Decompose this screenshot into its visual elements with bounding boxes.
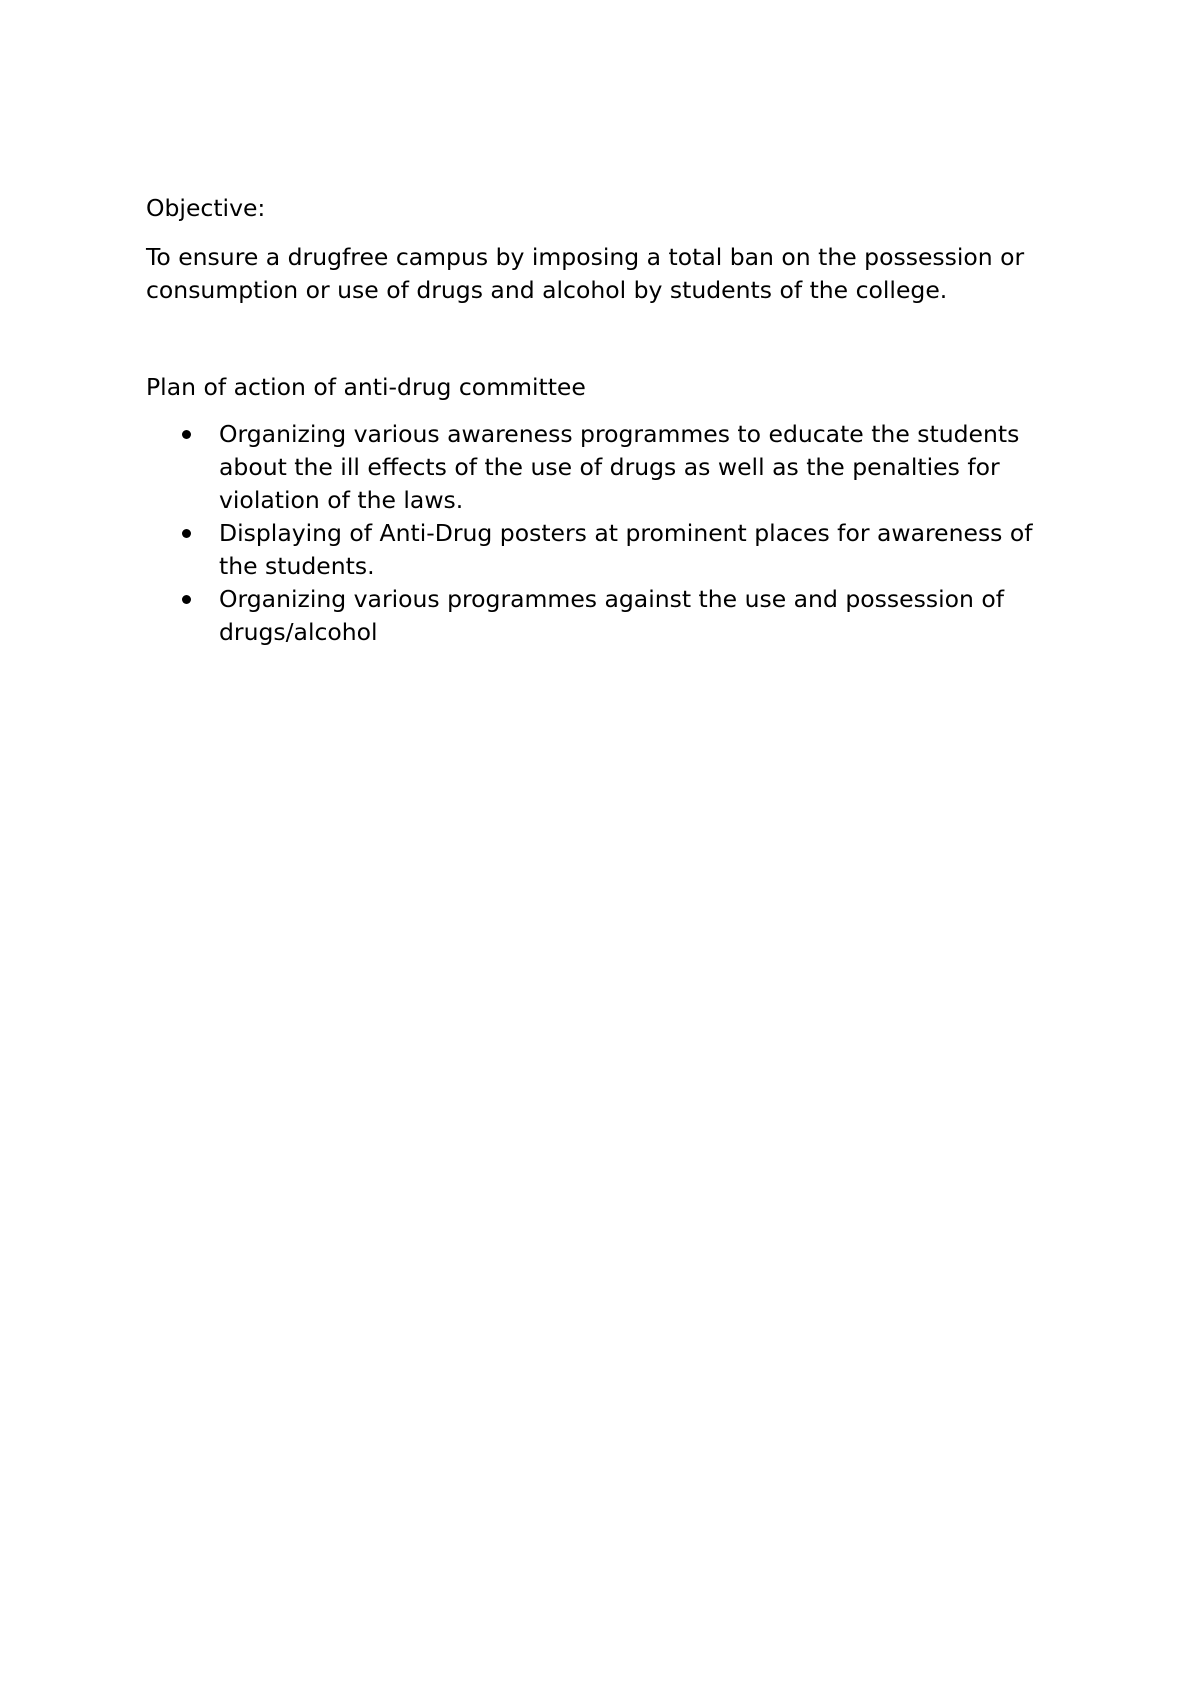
bullet-icon <box>182 430 191 439</box>
plan-list <box>146 418 1076 649</box>
objective-label: Objective: <box>146 194 266 222</box>
list-item-text: Displaying of Anti-Drug posters at prominent places for awareness of the students. <box>219 519 1033 580</box>
bullet-icon <box>182 595 191 604</box>
document-body <box>146 192 1076 649</box>
list-item <box>146 517 1076 583</box>
list-item <box>146 418 1076 517</box>
list-item <box>146 583 1076 649</box>
list-item-text: Organizing various awareness programmes to educate the students about the ill effects of the use of drugs as well as the penalties for violation of the laws. <box>219 420 1020 514</box>
list-item-text: Organizing various programmes against the use and possession of drugs/alcohol <box>219 585 1004 646</box>
bullet-icon <box>182 529 191 538</box>
objective-text: To ensure a drugfree campus by imposing a total ban on the possession or consumption or use of drugs and alcohol by students of the college. <box>146 243 1025 304</box>
plan-heading: Plan of action of anti-drug committee <box>146 373 586 401</box>
